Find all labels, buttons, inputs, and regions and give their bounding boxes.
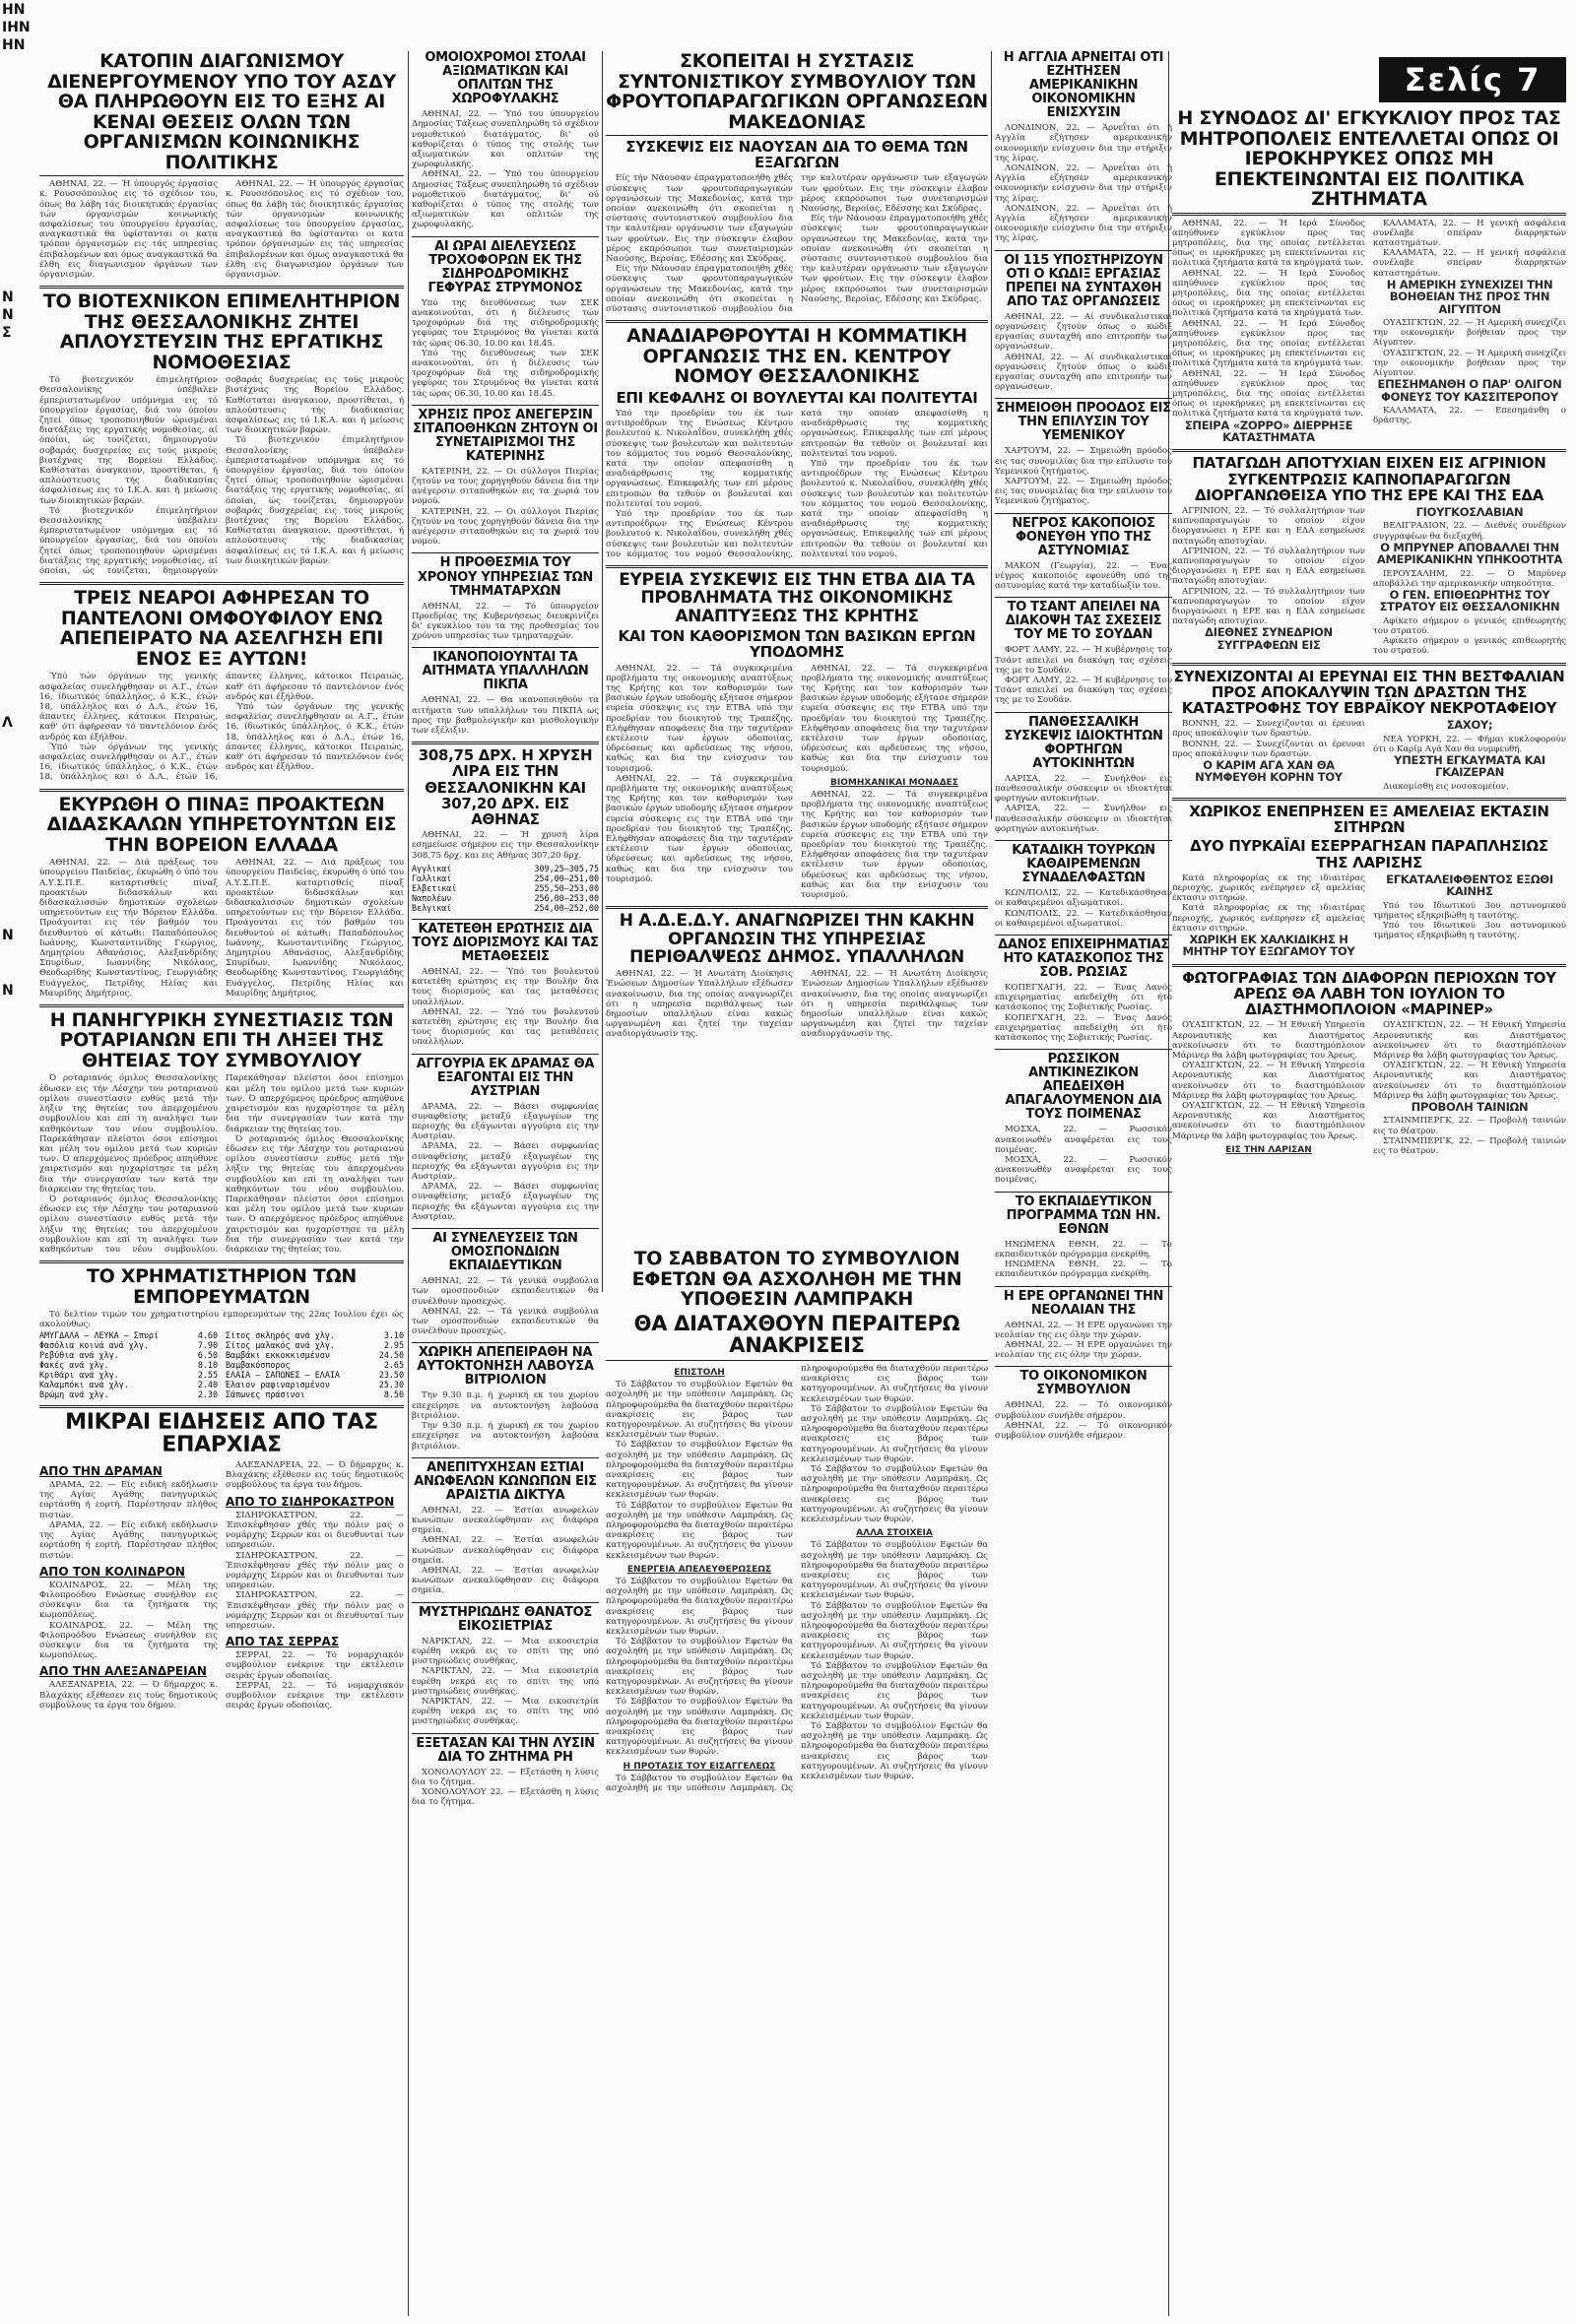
- article: [39, 795, 404, 999]
- article-body: ΑΘΗΝΑΙ, 22. — Τά γενικά συμβούλια των ομοσπονδιών εκπαιδευτικών θα συνέλθουν προσεχώς. ΑΘΗΝΑΙ, 22. — Τά γενικά συμβούλια των ομοσπονδιών εκπαιδευτικών θα συνέλθουν προσεχώς.: [412, 1276, 599, 1337]
- headline: Η ΣΥΝΟΔΟΣ ΔΙ' ΕΓΚΥΚΛΙΟΥ ΠΡΟΣ ΤΑΣ ΜΗΤΡΟΠΟΛΕΙΣ ΕΝΤΕΛΛΕΤΑΙ ΟΠΩΣ ΟΙ ΙΕΡΟΚΗΡΥΚΕΣ ΟΠΩΣ ΜΗ ΕΠΕΚΤΕΙΝΩΝΤΑΙ ΕΙΣ ΠΟΛΙΤΙΚΑ ΖΗΤΗΜΑΤΑ: [1177, 108, 1561, 211]
- article: [606, 1249, 988, 1793]
- section-tag: ΑΠΟ ΤΑΣ ΣΕΡΡΑΣ: [226, 1635, 340, 1649]
- headline: ΣΚΟΠΕΙΤΑΙ Η ΣΥΣΤΑΣΙΣ ΣΥΝΤΟΝΙΣΤΙΚΟΥ ΣΥΜΒΟΥΛΙΟΥ ΤΩΝ ΦΡΟΥΤΟΠΑΡΑΓΩΓΙΚΩΝ ΟΡΓΑΝΩΣΕΩΝ ΜΑΚΕΔΟΝΙΑΣ: [606, 51, 988, 133]
- headline: ΧΩΡΙΚΟΣ ΕΝΕΠΡΗΣΕΝ ΕΞ ΑΜΕΛΕΙΑΣ ΕΚΤΑΣΙΝ ΣΙΤΗΡΩΝ: [1189, 803, 1549, 837]
- headline: ΑΙ ΣΥΝΕΛΕΥΣΕΙΣ ΤΩΝ ΟΜΟΣΠΟΝΔΙΩΝ ΕΚΠΑΙΔΕΥΤΙΚΩΝ: [432, 1231, 578, 1274]
- article: [39, 1411, 404, 1711]
- article: [39, 291, 404, 576]
- headline: ΑΓΓΟΥΡΙΑ ΕΚ ΔΡΑΜΑΣ ΘΑ ΕΞΑΓΟΝΤΑΙ ΕΙΣ ΤΗΝ ΑΥΣΤΡΙΑΝ: [416, 1056, 595, 1099]
- section-tag: ΕΙΣ ΤΗΝ ΛΑΡΙΣΑΝ: [1225, 1144, 1312, 1155]
- article-body: ΑΓΡΙΝΙΟΝ, 22. — Τό συλλαλητήριον των καπνοπαραγωγών το οποίον είχον διοργανώσει η ΕΡΕ και η ΕΔΑ εσημείωσε παταγώδη αποτυχίαν. ΑΓΡΙΝΙΟΝ, 22. — Τό συλλαλητήριον των καπνοπαραγωγών το οποίον είχον διοργανώσει η ΕΡΕ και η ΕΔΑ εσημείωσε παταγώδη αποτυχίαν. ΑΓΡΙΝΙΟΝ, 22. — Τό συλλαλητήριον των καπνοπαραγωγών το οποίον είχον διοργανώσει η ΕΡΕ και η ΕΔΑ εσημείωσε παταγώδη αποτυχίαν. ΔΙΕΘΝΕΣ ΣΥΝΕΔΡΙΟΝ ΣΥΓΓΡΑΦΕΩΝ ΕΙΣ ΓΙΟΥΓΚΟΣΛΑΒΙΑΝ ΒΕΛΙΓΡΑΔΙΟΝ, 22. — Διεθνές συνέδριον συγγραφέων θα διεξαχθή. Ο ΜΠΡΥΝΕΡ ΑΠΟΒΑΛΛΕΙ ΤΗΝ ΑΜΕΡΙΚΑΝΙΚΗΝ ΥΠΗΚΟΟΤΗΤΑ ΙΕΡΟΥΣΑΛΗΜ, 22. — Ό Μπρύνερ αποβάλλει την αμερικανικήν υπηκοότητα. Ο ΓΕΝ. ΕΠΙΘΕΩΡΗΤΗΣ ΤΟΥ ΣΤΡΑΤΟΥ ΕΙΣ ΘΕΣΣΑΛΟΝΙΚΗΝ Αφίκετο σήμερον ο γενικός επιθεωρητής του στρατού. Αφίκετο σήμερον ο γενικός επιθεωρητής του στρατού.: [1172, 505, 1566, 657]
- divider: [1172, 449, 1566, 452]
- article: [995, 1053, 1172, 1185]
- article-body: ΑΛΕΞΑΝΔΡΕΙΑ, 22. — Ό δήμαρχος κ. Βλαχάκης εξέθεσεν εις τούς δημοτικούς συμβούλους τα έργα του δήμου. ΑΛΕΞΑΝΔΡΕΙΑ, 22. — Ό δήμαρχος κ. Βλαχάκης εξέθεσεν εις τούς δημοτικούς συμβούλους τα έργα του δήμου.: [39, 1460, 404, 1711]
- section-tag: ΑΠΟ ΤΗΝ ΔΡΑΜΑΝ: [39, 1464, 163, 1479]
- article: [412, 651, 599, 736]
- article: [606, 571, 988, 900]
- article-body: ΝΑΡΙΚΤΑΝ, 22. — Μια εικοσιετρία ευρέθη νεκρά εις το σπίτι της υπό μυστηριώδεις συνθήκας. ΝΑΡΙΚΤΑΝ, 22. — Μια εικοσιετρία ευρέθη νεκρά εις το σπίτι της υπό μυστηριώδεις συνθήκας. ΝΑΡΙΚΤΑΝ, 22. — Μια εικοσιετρία ευρέθη νεκρά εις το σπίτι της υπό μυστηριώδεις συνθήκας.: [412, 1636, 599, 1727]
- article-body: ΗΝΩΜΕΝΑ ΕΘΝΗ, 22. — Το εκπαιδευτικόν πρόγραμμα ενεκρίθη. ΗΝΩΜΕΝΑ ΕΘΝΗ, 22. — Το εκπαιδευτικόν πρόγραμμα ενεκρίθη.: [995, 1239, 1172, 1280]
- headline: ΔΑΝΟΣ ΕΠΙΧΕΙΡΗΜΑΤΙΑΣ ΗΤΟ ΚΑΤΑΣΚΟΠΟΣ ΤΗΣ ΣΟΒ. ΡΩΣΙΑΣ: [998, 936, 1169, 980]
- headline: 308,75 ΔΡΧ. Η ΧΡΥΣΗ ΛΙΡΑ ΕΙΣ ΤΗΝ ΘΕΣΣΑΛΟΝΙΚΗΝ ΚΑΙ 307,20 ΔΡΧ. ΕΙΣ ΑΘΗΝΑΣ: [418, 746, 593, 829]
- headline: ΝΕΓΡΟΣ ΚΑΚΟΠΟΙΟΣ ΦΟΝΕΥΘΗ ΥΠΟ ΤΗΣ ΑΣΤΥΝΟΜΙΑΣ: [1012, 515, 1155, 558]
- divider: [606, 565, 988, 568]
- article: [412, 51, 599, 230]
- divider: [1172, 964, 1566, 967]
- price-row: ΕΛΑΙΑ — ΣΑΠΩΝΕΣ — ΕΛΑΙΑ 23.50: [226, 1369, 404, 1380]
- column-fourth: [995, 51, 1172, 2316]
- price-row: Ρεβύθια ανά χλγ. 6.50: [39, 1349, 218, 1360]
- section-tag: ΕΠΙΣΤΟΛΗ: [674, 1367, 725, 1378]
- column-rule: [408, 51, 409, 2316]
- price-row: Φασόλια κοινά ανά χλγ. 7.90: [39, 1339, 218, 1350]
- article-body: ΑΘΗΝΑΙ, 22. — Τό οικονομικόν συμβούλιον συνήλθε σήμερον. ΑΘΗΝΑΙ, 22. — Τό οικονομικόν συμβούλιον συνήλθε σήμερον.: [995, 1400, 1172, 1442]
- gutter-letter: Λ: [2, 715, 13, 731]
- article: [412, 1737, 599, 1808]
- headline: ΣΗΜΕΙΟΘΗ ΠΡΟΟΔΟΣ ΕΙΣ ΤΗΝ ΕΠΙΛΥΣΙΝ ΤΟΥ ΥΕΜΕΝΙΚΟΥ: [996, 401, 1171, 444]
- divider: [412, 1054, 599, 1055]
- divider: [1172, 213, 1566, 216]
- divider: [995, 712, 1172, 713]
- headline: ΧΡΗΣΙΣ ΠΡΟΣ ΑΝΕΓΕΡΣΙΝ ΣΙΤΑΠΟΘΗΚΩΝ ΖΗΤΟΥΝ ΟΙ ΣΥΝΕΤΑΙΡΙΣΜΟΙ ΤΗΣ ΚΑΤΕΡΙΝΗΣ: [413, 407, 598, 464]
- gold-price-table: [412, 864, 599, 913]
- article-body: ΑΘΗΝΑΙ, 22. — Αί συνδικαλιστικαί οργανώσεις ζητούν όπως ο κώδιξ εργασίας συνταχθή απο επιτροπήν των οργανώσεων. ΑΘΗΝΑΙ, 22. — Αί συνδικαλιστικαί οργανώσεις ζητούν όπως ο κώδιξ εργασίας συνταχθή απο επιτροπήν των οργανώσεων.: [995, 311, 1172, 393]
- column-center: [606, 51, 988, 1243]
- headline: ΦΩΤΟΓΡΑΦΙΑΣ ΤΩΝ ΔΙΑΦΟΡΩΝ ΠΕΡΙΟΧΩΝ ΤΟΥ ΑΡΕΩΣ ΘΑ ΛΑΒΗ ΤΟΝ ΙΟΥΛΙΟΝ ΤΟ ΔΙΑΣΤΗΜΟΠΛΟΙΟΝ «ΜΑΡΙΝΕΡ»: [1182, 968, 1556, 1019]
- section-tag: ΑΛΛΑ ΣΤΟΙΧΕΙΑ: [856, 1528, 933, 1539]
- divider: [995, 398, 1172, 399]
- divider: [412, 1457, 599, 1458]
- divider: [412, 405, 599, 406]
- headline: ΤΟ ΣΑΒΒΑΤΟΝ ΤΟ ΣΥΜΒΟΥΛΙΟΝ ΕΦΕΤΩΝ ΘΑ ΑΣΧΟΛΗΘΗ ΜΕ ΤΗΝ ΥΠΟΘΕΣΙΝ ΛΑΜΠΡΑΚΗ: [631, 1249, 962, 1311]
- commodity-price-list: [39, 1330, 404, 1399]
- article-body: ΒΟΝΝΗ, 22. — Συνεχίζονται αι έρευναι προς αποκάλυψιν των δραστών. ΒΟΝΝΗ, 22. — Συνεχίζονται αι έρευναι προς αποκάλυψιν των δραστών. Ο ΚΑΡΙΜ ΑΓΑ ΧΑΝ ΘΑ ΝΥΜΦΕΥΘΗ ΚΟΡΗΝ ΤΟΥ ΣΑΧΟΥ; ΝΕΑ ΥΟΡΚΗ, 22. — Φήμαι κυκλοφορούν ότι ο Καρίμ Αγά Χαν θα νυμφευθή. ΥΠΕΣΤΗ ΕΓΚΑΥΜΑΤΑ ΚΑΙ ΓΚΑΙΖΕΡΑΝ Διακομίσθη εις νοσοκομείον.: [1172, 718, 1566, 792]
- divider: [412, 742, 599, 744]
- headline: ΜΥΣΤΗΡΙΩΔΗΣ ΘΑΝΑΤΟΣ ΕΙΚΟΣΙΕΤΡΙΑΣ: [419, 1604, 592, 1634]
- divider: [412, 1228, 599, 1229]
- article: [995, 716, 1172, 834]
- left-gutter: [0, 0, 37, 2324]
- gutter-letter: ΙΗΝ: [2, 20, 31, 35]
- article-body: Υπό της διευθύνσεως των ΣΕΚ ανακοινούται, ότι ή διέλευσις τών τροχοφόρων διά της σιδηροδρομικής γεφύρας του Στρυμόνος θα γίνεται κατά τάς ώρας 06.30, 10.00 και 18.45. Υπό της διευθύνσεως των ΣΕΚ ανακοινούται, ότι ή διέλευσις τών τροχοφόρων διά της σιδηροδρομικής γεφύρας του Στρυμόνος θα γίνεται κατά τάς ώρας 06.30, 10.00 και 18.45.: [412, 297, 599, 399]
- article-body: ΚΩΝ/ΠΟΛΙΣ, 22. — Κατεδικάσθησαν οι καθαιρεμένοι αξιωματικοί. ΚΩΝ/ΠΟΛΙΣ, 22. — Κατεδικάσθησαν οι καθαιρεμένοι αξιωματικοί.: [995, 888, 1172, 929]
- article: [412, 409, 599, 548]
- headline: ΣΠΕΙΡΑ «ΖΟΡΡΟ» ΔΙΕΡΡΗΞΕ ΚΑΤΑΣΤΗΜΑΤΑ: [1184, 418, 1353, 445]
- article: [995, 51, 1172, 244]
- headline: Η ΠΡΟΘΕΣΜΙΑ ΤΟΥ ΧΡΟΝΟΥ ΥΠΗΡΕΣΙΑΣ ΤΩΝ ΤΜΗΜΑΤΑΡΧΩΝ: [417, 555, 594, 599]
- price-row: Καλαμπόκι ανά χλγ. 2.40: [39, 1379, 218, 1389]
- article-body: ΚΟΛΙΝΔΡΟΣ, 22. — Μέλη της Φιλοπροόδου Ενώσεως συνήλθον εις σύσκεψιν δια τα ζητήματα της κωμοπόλεως. ΚΟΛΙΝΔΡΟΣ, 22. — Μέλη της Φιλοπροόδου Ενώσεως συνήλθον εις σύσκεψιν δια τα ζητήματα της κωμοπόλεως.: [39, 1580, 218, 1661]
- divider: [606, 1360, 988, 1361]
- article-body: ΑΘΗΝΑΙ, 22. — Ή ΕΡΕ οργανώνει την νεολαίαν της εις όλην την χώραν. ΑΘΗΝΑΙ, 22. — Ή ΕΡΕ οργανώνει την νεολαίαν της εις όλην την χώραν.: [995, 1320, 1172, 1361]
- article: [412, 1232, 599, 1336]
- divider: [412, 236, 599, 237]
- headline: ΣΥΝΕΧΙΖΟΝΤΑΙ ΑΙ ΕΡΕΥΝΑΙ ΕΙΣ ΤΗΝ ΒΕΣΤΦΑΛΙΑΝ ΠΡΟΣ ΑΠΟΚΑΛΥΨΙΝ ΤΩΝ ΔΡΑΣΤΩΝ ΤΗΣ ΚΑΤΑΣΤΡΟΦΗΣ ΤΟΥ ΕΒΡΑΪΚΟΥ ΝΕΚΡΟΤΑΦΕΙΟΥ: [1173, 667, 1565, 718]
- price-row: Γαλλικαί 254,00—251,00: [412, 872, 599, 883]
- section-tag: ΑΠΟ ΤΟΝ ΚΟΛΙΝΔΡΟΝ: [39, 1564, 185, 1579]
- article-body: ΕΠΙΣΤΟΛΗ Τό Σάββατον το συμβούλιον Εφετών θα ασχοληθή με την υπόθεσιν Λαμπράκη. Ως πληροφορούμεθα θα διαταχθούν περαιτέρω ανακρίσεις εις βάρος των κατηγορουμένων. Αι συζητήσεις θα γίνουν κεκλεισμένων των θυρών. Τό Σάββατον το συμβούλιον Εφετών θα ασχοληθή με την υπόθεσιν Λαμπράκη. Ως πληροφορούμεθα θα διαταχθούν περαιτέρω ανακρίσεις εις βάρος των κατηγορουμένων. Αι συζητήσεις θα γίνουν κεκλεισμένων των θυρών. Τό Σάββατον το συμβούλιον Εφετών θα ασχοληθή με την υπόθεσιν Λαμπράκη. Ως πληροφορούμεθα θα διαταχθούν περαιτέρω ανακρίσεις εις βάρος των κατηγορουμένων. Αι συζητήσεις θα γίνουν κεκλεισμένων των θυρών. ΕΝΕΡΓΕΙΑ ΑΠΕΛΕΥΘΕΡΩΣΕΩΣ Τό Σάββατον το συμβούλιον Εφετών θα ασχοληθή με την υπόθεσιν Λαμπράκη. Ως πληροφορούμεθα θα διαταχθούν περαιτέρω ανακρίσεις εις βάρος των κατηγορουμένων. Αι συζητήσεις θα γίνουν κεκλεισμένων των θυρών. Τό Σάββατον το συμβούλιον Εφετών θα ασχοληθή με την υπόθεσιν Λαμπράκη. Ως πληροφορούμεθα θα διαταχθούν περαιτέρω ανακρίσεις εις βάρος των κατηγορουμένων. Αι συζητήσεις θα γίνουν κεκλεισμένων των θυρών. Τό Σάββατον το συμβούλιον Εφετών θα ασχοληθή με την υπόθεσιν Λαμπράκη. Ως πληροφορούμεθα θα διαταχθούν περαιτέρω ανακρίσεις εις βάρος των κατηγορουμένων. Αι συζητήσεις θα γίνουν κεκλεισμένων των θυρών. Η ΠΡΟΤΑΣΙΣ ΤΟΥ ΕΙΣΑΓΓΕΛΕΩΣ Τό Σάββατον το συμβούλιον Εφετών θα ασχοληθή με την υπόθεσιν Λαμπράκη. Ως πληροφορούμεθα θα διαταχθούν περαιτέρω ανακρίσεις εις βάρος των κατηγορουμένων. Αι συζητήσεις θα γίνουν κεκλεισμένων των θυρών. Τό Σάββατον το συμβούλιον Εφετών θα ασχοληθή με την υπόθεσιν Λαμπράκη. Ως πληροφορούμεθα θα διαταχθούν περαιτέρω ανακρίσεις εις βάρος των κατηγορουμένων. Αι συζητήσεις θα γίνουν κεκλεισμένων των θυρών. Τό Σάββατον το συμβούλιον Εφετών θα ασχοληθή με την υπόθεσιν Λαμπράκη. Ως πληροφορούμεθα θα διαταχθούν περαιτέρω ανακρίσεις εις βάρος των κατηγορουμένων. Αι συζητήσεις θα γίνουν κεκλεισμένων των θυρών. ΑΛΛΑ ΣΤΟΙΧΕΙΑ Τό Σάββατον το συμβούλιον Εφετών θα ασχοληθή με την υπόθεσιν Λαμπράκη. Ως πληροφορούμεθα θα διαταχθούν περαιτέρω ανακρίσεις εις βάρος των κατηγορουμένων. Αι συζητήσεις θα γίνουν κεκλεισμένων των θυρών. Τό Σάββατον το συμβούλιον Εφετών θα ασχοληθή με την υπόθεσιν Λαμπράκη. Ως πληροφορούμεθα θα διαταχθούν περαιτέρω ανακρίσεις εις βάρος των κατηγορουμένων. Αι συζητήσεις θα γίνουν κεκλεισμένων των θυρών. Τό Σάββατον το συμβούλιον Εφετών θα ασχοληθή με την υπόθεσιν Λαμπράκη. Ως πληροφορούμεθα θα διαταχθούν περαιτέρω ανακρίσεις εις βάρος των κατηγορουμένων. Αι συζητήσεις θα γίνουν κεκλεισμένων των θυρών. Τό Σάββατον το συμβούλιον Εφετών θα ασχοληθή με την υπόθεσιν Λαμπράκη. Ως πληροφορούμεθα θα διαταχθούν περαιτέρω ανακρίσεις εις βάρος των κατηγορουμένων. Αι συζητήσεις θα γίνουν κεκλεισμένων των θυρών.: [606, 1363, 988, 1794]
- divider: [39, 1405, 404, 1408]
- article-body: ΧΑΡΤΟΥΜ, 22. — Σημειώθη πρόοδος εις τας συνομιλίας δια την επίλυσιν του Υεμενικού ζητήματος. ΧΑΡΤΟΥΜ, 22. — Σημειώθη πρόοδος εις τας συνομιλίας δια την επίλυσιν του Υεμενικού ζητήματος.: [995, 446, 1172, 507]
- article: [412, 1058, 599, 1223]
- headline: ΧΩΡΙΚΗ ΕΚ ΧΑΛΚΙΔΙΚΗΣ Η ΜΗΤΗΡ ΤΟΥ ΕΞΩΓΑΜΟΥ ΤΟΥ ΕΓΚΑΤΑΛΕΙΦΘΕΝΤΟΣ ΕΞΩΘΙ ΚΑΙΝΗΣ: [1182, 872, 1553, 959]
- price-row: Ελβετικαί 255,50—253,00: [412, 882, 599, 893]
- article-body: ΑΘΗΝΑΙ, 22. — Τό ύπουργείον Προεδρίας της Κυβερνήσεως διευκρινίζει δι' εγκυκλίου του τα της προθεσμίας του χρόνου υπηρεσίας των τμηματαρχών.: [412, 601, 599, 642]
- article: [412, 1606, 599, 1727]
- column-center-lower: [606, 1249, 988, 2317]
- price-row: Βαμβακόσπορος 2.65: [226, 1359, 404, 1370]
- article-body: ΚΟΠΕΓΧΑΓΗ, 22. — Ένας Δανός επιχειρηματίας απεδείχθη ότι ήτο κατάσκοπος της Σοβιετικής Ρωσίας. ΚΟΠΕΓΧΑΓΗ, 22. — Ένας Δανός επιχειρηματίας απεδείχθη ότι ήτο κατάσκοπος της Σοβιετικής Ρωσίας.: [995, 983, 1172, 1044]
- article-body: ΑΘΗΝΑΙ, 22. — Τά συγκεκριμένα προβλήματα της οικονομικής αναπτύξεως της Κρήτης και τον καθορισμόν των βασικών έργων υποδομής εξήτασε σήμερον ευρεία σύσκεψις εις την ΕΤΒΑ υπό την προεδρίαν του διοικητού της Τραπέζης. Ελήφθησαν αποφάσεις δια την ταχυτέραν εκτέλεσιν των έργων οδοποιίας, ύδρεύσεως και αρδεύσεως της νήσου, καθώς και δια την ενίσχυσιν του τουρισμού. ΑΘΗΝΑΙ, 22. — Τά συγκεκριμένα προβλήματα της οικονομικής αναπτύξεως της Κρήτης και τον καθορισμόν των βασικών έργων υποδομής εξήτασε σήμερον ευρεία σύσκεψις εις την ΕΤΒΑ υπό την προεδρίαν του διοικητού της Τραπέζης. Ελήφθησαν αποφάσεις δια την ταχυτέραν εκτέλεσιν των έργων οδοποιίας, ύδρεύσεως και αρδεύσεως της νήσου, καθώς και δια την ενίσχυσιν του τουρισμού. ΑΘΗΝΑΙ, 22. — Τά συγκεκριμένα προβλήματα της οικονομικής αναπτύξεως της Κρήτης και τον καθορισμόν των βασικών έργων υποδομής εξήτασε σήμερον ευρεία σύσκεψις εις την ΕΤΒΑ υπό την προεδρίαν του διοικητού της Τραπέζης. Ελήφθησαν αποφάσεις δια την ταχυτέραν εκτέλεσιν των έργων οδοποιίας, ύδρεύσεως και αρδεύσεως της νήσου, καθώς και δια την ενίσχυσιν του τουρισμού. ΒΙΟΜΗΧΑΝΙΚΑΙ ΜΟΝΑΔΕΣ ΑΘΗΝΑΙ, 22. — Τά συγκεκριμένα προβλήματα της οικονομικής αναπτύξεως της Κρήτης και τον καθορισμόν των βασικών έργων υποδομής εξήτασε σήμερον ευρεία σύσκεψις εις την ΕΤΒΑ υπό την προεδρίαν του διοικητού της Τραπέζης. Ελήφθησαν αποφάσεις δια την ταχυτέραν εκτέλεσιν των έργων οδοποιίας, ύδρεύσεως και αρδεύσεως της νήσου, καθώς και δια την ενίσχυσιν του τουρισμού.: [606, 663, 988, 900]
- subheadline: ΔΥΟ ΠΥΡΚΑΪΑΙ ΕΣΕΡΡΑΓΗΣΑΝ ΠΑΡΑΠΛΗΣΙΩΣ ΤΗΣ ΛΑΡΙΣΗΣ: [1190, 837, 1548, 872]
- headline: ΚΑΤΑΔΙΚΗ ΤΟΥΡΚΩΝ ΚΑΘΑΙΡΕΜΕΝΩΝ ΣΥΝΑΔΕΛΦΑΣΤΩΝ: [1012, 843, 1155, 886]
- article: [412, 556, 599, 641]
- article-body: ΑΘΗΝΑΙ, 22. — Ύπό του βουλευτού κατετέθη ερώτησις εις την Βουλήν δια τους διορισμούς και τας μεταθέσεις υπαλλήλων. ΑΘΗΝΑΙ, 22. — Ύπό του βουλευτού κατετέθη ερώτησις εις την Βουλήν δια τους διορισμούς και τας μεταθέσεις υπαλλήλων.: [412, 966, 599, 1048]
- divider: [39, 582, 404, 585]
- price-row: Σίτος σκληρός ανά χλγ. 3.10: [226, 1329, 404, 1340]
- article-body: ΣΙΔΗΡΟΚΑΣΤΡΟΝ, 22. — Έπισκέφθησαν χθές τήν πόλιν μας ο νομάρχης Σερρών και οι διευθυνταί των υπηρεσιών. ΣΙΔΗΡΟΚΑΣΤΡΟΝ, 22. — Έπισκέφθησαν χθές τήν πόλιν μας ο νομάρχης Σερρών και οι διευθυνταί των υπηρεσιών. ΣΙΔΗΡΟΚΑΣΤΡΟΝ, 22. — Έπισκέφθησαν χθές τήν πόλιν μας ο νομάρχης Σερρών και οι διευθυνταί των υπηρεσιών.: [226, 1510, 404, 1631]
- article: [1172, 804, 1566, 958]
- divider: [995, 513, 1172, 514]
- article: [39, 588, 404, 782]
- article-body: Ύπό τών όργάνων της γενικής ασφαλείας συνελήφθησαν οι Α.Γ., έτών 16, ίδιωτικός ύπάλληλος, ό Κ.Κ., έτών 18, ύπάλληλος και ό Δ.Λ., έτών 16, άπαντες έλληνες, κάτοικοι Πειραιώς, καθ' ότι άφήρεσαν τό παντελόνιον ένός ανδρός και έξήλθον. Ύπό τών όργάνων της γενικής ασφαλείας συνελήφθησαν οι Α.Γ., έτών 16, ίδιωτικός ύπάλληλος, ό Κ.Κ., έτών 18, ύπάλληλος και ό Δ.Λ., έτών 16, άπαντες έλληνες, κάτοικοι Πειραιώς, καθ' ότι άφήρεσαν τό παντελόνιον ένός ανδρός και έξήλθον. Ύπό τών όργάνων της γενικής ασφαλείας συνελήφθησαν οι Α.Γ., έτών 16, ίδιωτικός ύπάλληλος, ό Κ.Κ., έτών 18, ύπάλληλος και ό Δ.Λ., έτών 16, άπαντες έλληνες, κάτοικοι Πειραιώς, καθ' ότι άφήρεσαν τό παντελόνιον ένός ανδρός και έξήλθον.: [39, 672, 404, 783]
- article-body: ΦΟΡΤ ΛΑΜΥ, 22. — Ή κυβέρνησις του Τσάντ απειλεί να διακόψη τας σχέσεις της με το Σουδάν. ΦΟΡΤ ΛΑΜΥ, 22. — Ή κυβέρνησις του Τσάντ απειλεί να διακόψη τας σχέσεις της με το Σουδάν.: [995, 645, 1172, 706]
- price-row: Βρώμη ανά χλγ. 2.30: [39, 1388, 218, 1399]
- headline: ΤΟ ΕΚΠΑΙΔΕΥΤΙΚΟΝ ΠΡΟΓΡΑΜΜΑ ΤΩΝ ΗΝ. ΕΘΝΩΝ: [1006, 1194, 1161, 1237]
- headline: ΕΚΥΡΩΘΗ Ο ΠΙΝΑΞ ΠΡΟΑΚΤΕΩΝ ΔΙΔΑΣΚΑΛΩΝ ΥΠΗΡΕΤΟΥΝΤΩΝ ΕΙΣ ΤΗΝ ΒΟΡΕΙΟΝ ΕΛΛΑΔΑ: [46, 793, 397, 856]
- gutter-letter: Σ: [2, 325, 12, 341]
- headline: ΤΟ ΧΡΗΜΑΤΙΣΤΗΡΙΟΝ ΤΩΝ ΕΜΠΟΡΕΥΜΑΤΩΝ: [86, 1265, 358, 1308]
- divider: [39, 1004, 404, 1007]
- article: [412, 240, 599, 399]
- article: [995, 844, 1172, 929]
- divider: [995, 840, 1172, 841]
- headline: ΚΑΤΟΠΙΝ ΔΙΑΓΩΝΙΣΜΟΥ ΔΙΕΝΕΡΓΟΥΜΕΝΟΥ ΥΠΟ ΤΟΥ ΑΣΔΥ ΘΑ ΠΛΗΡΩΘΟΥΝ ΕΙΣ ΤΟ ΕΞΗΣ ΑΙ ΚΕΝΑΙ ΘΕΣΕΙΣ ΟΛΩΝ ΤΩΝ ΟΡΓΑΝΙΣΜΩΝ ΚΟΙΝΩΝΙΚΗΣ ΠΟΛΙΤΙΚΗΣ: [47, 51, 396, 173]
- article: [995, 1370, 1172, 1441]
- article-body: ΑΘΗΝΑΙ, 22. — Θα ικανοποιηθούν τα αιτήματα των υπαλλήλων του ΠΙΚΠΑ ως προς την βαθμολογικήν και μισθολογικήν των εξέλιξιν.: [412, 695, 599, 737]
- headline: ΤΟ ΟΙΚΟΝΟΜΙΚΟΝ ΣΥΜΒΟΥΛΙΟΝ: [1019, 1369, 1148, 1398]
- headline: Ο ΜΠΡΥΝΕΡ ΑΠΟΒΑΛΛΕΙ ΤΗΝ ΑΜΕΡΙΚΑΝΙΚΗΝ ΥΠΗΚΟΟΤΗΤΑ: [1376, 540, 1563, 567]
- article-body: ΜΟΣΧΑ, 22. — Ρωσσικόν ανακοινωθέν αναφέρεται εις τους ποιμένας. ΜΟΣΧΑ, 22. — Ρωσσικόν ανακοινωθέν αναφέρεται εις τους ποιμένας.: [995, 1125, 1172, 1186]
- column-right: [1172, 108, 1566, 2314]
- article: [412, 1346, 599, 1451]
- headline: ΑΝΑΔΙΑΡΘΡΟΥΤΑΙ Η ΚΟΜΜΑΤΙΚΗ ΟΡΓΑΝΩΣΙΣ ΤΗΣ ΕΝ. ΚΕΝΤΡΟΥ ΝΟΜΟΥ ΘΕΣΣΑΛΟΝΙΚΗΣ: [626, 325, 967, 388]
- price-row: Ναπολέων 256,00—253,00: [412, 892, 599, 903]
- article-body: ΟΥΑΣΙΓΚΤΩΝ, 22. — Ή Εθνική Υπηρεσία Αεροναυτικής και Διαστήματος ανεκοίνωσεν ότι το διαστημόπλοιον Μάρινερ θα λάβη φωτογραφίας του Άρεως. ΟΥΑΣΙΓΚΤΩΝ, 22. — Ή Εθνική Υπηρεσία Αεροναυτικής και Διαστήματος ανεκοίνωσεν ότι το διαστημόπλοιον Μάρινερ θα λάβη φωτογραφίας του Άρεως. ΟΥΑΣΙΓΚΤΩΝ, 22. — Ή Εθνική Υπηρεσία Αεροναυτικής και Διαστήματος ανεκοίνωσεν ότι το διαστημόπλοιον Μάρινερ θα λάβη φωτογραφίας του Άρεως. ΕΙΣ ΤΗΝ ΛΑΡΙΣΑΝ ΟΥΑΣΙΓΚΤΩΝ, 22. — Ή Εθνική Υπηρεσία Αεροναυτικής και Διαστήματος ανεκοίνωσεν ότι το διαστημόπλοιον Μάρινερ θα λάβη φωτογραφίας του Άρεως. ΟΥΑΣΙΓΚΤΩΝ, 22. — Ή Εθνική Υπηρεσία Αεροναυτικής και Διαστήματος ανεκοίνωσεν ότι το διαστημόπλοιον Μάρινερ θα λάβη φωτογραφίας του Άρεως. ΠΡΟΒΟΛΗ ΤΑΙΝΙΩΝ ΣΤΑΙΝΜΠΕΡΓΚ, 22. — Προβολή ταινιών εις το θέατρον. ΣΤΑΙΝΜΠΕΡΓΚ, 22. — Προβολή ταινιών εις το θέατρον.: [1172, 1020, 1566, 1157]
- article: [412, 747, 599, 913]
- headline: ΡΩΣΣΙΚΟΝ ΑΝΤΙΚΙΝΕΖΙΚΟΝ ΑΠΕΔΕΙΧΘΗ ΑΠΑΓΑΛΟΥΜΕΝΟΝ ΔΙΑ ΤΟΥΣ ΠΟΙΜΕΝΑΣ: [1005, 1052, 1162, 1123]
- headline: ΤΟ ΤΣΑΝΤ ΑΠΕΙΛΕΙ ΝΑ ΔΙΑΚΟΨΗ ΤΑΣ ΣΧΕΣΕΙΣ ΤΟΥ ΜΕ ΤΟ ΣΟΥΔΑΝ: [1005, 600, 1162, 643]
- price-row: Κριθάρι ανά χλγ. 2.55: [39, 1369, 218, 1380]
- article: [412, 1461, 599, 1596]
- article-body: Τό δελτίον τιμών του χρηματιστηρίου εμπορευμάτων της 22ας Ιουλίου έχει ώς ακολούθως:: [39, 1310, 404, 1330]
- divider: [606, 906, 988, 909]
- article: [412, 923, 599, 1048]
- price-row: Αγγλικαί 309,25—305,75: [412, 863, 599, 873]
- section-tag: ΒΙΟΜΗΧΑΝΙΚΑΙ ΜΟΝΑΔΕΣ: [830, 777, 958, 788]
- divider: [412, 552, 599, 553]
- headline: ΧΩΡΙΚΗ ΑΠΕΠΕΙΡΑΘΗ ΝΑ ΑΥΤΟΚΤΟΝΗΣΗ ΛΑΒΟΥΣΑ ΒΙΤΡΙΟΛΙΟΝ: [417, 1345, 594, 1388]
- divider: [412, 1733, 599, 1734]
- article: [606, 51, 988, 314]
- article-body: Την 9.30 π.μ. ή χωρική εκ του χωρίου επεχείρησε να αυτοκτονήση λαβούσα βιτριόλιον. Την 9.30 π.μ. ή χωρική εκ του χωρίου επεχείρησε να αυτοκτονήση λαβούσα βιτριόλιον.: [412, 1390, 599, 1452]
- article: [39, 51, 404, 280]
- gutter-letter: ΗΝ: [2, 37, 26, 53]
- divider: [39, 789, 404, 792]
- divider: [1172, 798, 1566, 801]
- article-body: ΑΘΗΝΑΙ, 22. — Έστίαι ανωφελών κωνώπων ανεκαλύφθησαν εις διάφορα σημεία. ΑΘΗΝΑΙ, 22. — Έστίαι ανωφελών κωνώπων ανεκαλύφθησαν εις διάφορα σημεία. ΑΘΗΝΑΙ, 22. — Έστίαι ανωφελών κωνώπων ανεκαλύφθησαν εις διάφορα σημεία.: [412, 1505, 599, 1596]
- article-body: ΑΘΗΝΑΙ, 22. — Ύπό του ύπουργείου Δημοσίας Τάξεως συνεπληρώθη τό σχέδιον νομοθετικού διατάγματος, δι' ού καθορίζεται ό τύπος της στολής των αξιωματικών και οπλιτών της χωροφυλακής. ΑΘΗΝΑΙ, 22. — Ύπό του ύπουργείου Δημοσίας Τάξεως συνεπληρώθη τό σχέδιον νομοθετικού διατάγματος, δι' ού καθορίζεται ό τύπος της στολής των αξιωματικών και οπλιτών της χωροφυλακής.: [412, 109, 599, 230]
- divider: [412, 647, 599, 648]
- article-body: Είς τήν Νάουσαν έπραγματοποιήθη χθές σύσκεψις των φρουτοπαραγωγικών οργανώσεων της Μακεδονίας, κατά την οποίαν ανεκοινώθη ότι σκοπείται η σύστασις συντονιστικού συμβουλίου δια την καλυτέραν οργάνωσιν των εξαγωγών των φρούτων. Εις την σύσκεψιν έλαβον μέρος εκπρόσωποι των συνεταιρισμών Ναούσης, Βεροίας, Εδέσσης και Σκύδρας. Είς τήν Νάουσαν έπραγματοποιήθη χθές σύσκεψις των φρουτοπαραγωγικών οργανώσεων της Μακεδονίας, κατά την οποίαν ανεκοινώθη ότι σκοπείται η σύστασις συντονιστικού συμβουλίου δια την καλυτέραν οργάνωσιν των εξαγωγών των φρούτων. Εις την σύσκεψιν έλαβον μέρος εκπρόσωποι των συνεταιρισμών Ναούσης, Βεροίας, Εδέσσης και Σκύδρας. Είς τήν Νάουσαν έπραγματοποιήθη χθές σύσκεψις των φρουτοπαραγωγικών οργανώσεων της Μακεδονίας, κατά την οποίαν ανεκοινώθη ότι σκοπείται η σύστασις συντονιστικού συμβουλίου δια την καλυτέραν οργάνωσιν των εξαγωγών των φρούτων. Εις την σύσκεψιν έλαβον μέρος εκπρόσωποι των συνεταιρισμών Ναούσης, Βεροίας, Εδέσσης και Σκύδρας.: [606, 173, 988, 315]
- subheadline: ΕΠΙ ΚΕΦΑΛΗΣ ΟΙ ΒΟΥΛΕΥΤΑΙ ΚΑΙ ΠΟΛΙΤΕΥΤΑΙ: [616, 388, 978, 407]
- headline: ΜΙΚΡΑΙ ΕΙΔΗΣΕΙΣ ΑΠΟ ΤΑΣ ΕΠΑΡΧΙΑΣ: [65, 1409, 378, 1458]
- divider: [39, 1260, 404, 1263]
- article-body: ΛΟΝΔΙΝΟΝ, 22. — Άρνεΐται ότι ή Αγγλία εζήτησεν αμερικανικήν οικονομικήν ενίσχυσιν δια την στήριξιν της λίρας. ΛΟΝΔΙΝΟΝ, 22. — Άρνεΐται ότι ή Αγγλία εζήτησεν αμερικανικήν οικονομικήν ενίσχυσιν δια την στήριξιν της λίρας. ΛΟΝΔΙΝΟΝ, 22. — Άρνεΐται ότι ή Αγγλία εζήτησεν αμερικανικήν οικονομικήν ενίσχυσιν δια την στήριξιν της λίρας.: [995, 123, 1172, 244]
- headline: ΙΚΑΝΟΠΟΙΟΥΝΤΑΙ ΤΑ ΑΙΤΗΜΑΤΑ ΥΠΑΛΛΗΛΩΝ ΠΙΚΠΑ: [422, 650, 589, 693]
- section-tag: ΑΠΟ ΤΟ ΣΙΔΗΡΟΚΑΣΤΡΟΝ: [226, 1494, 395, 1509]
- article-body: Τό βιοτεχνικόν έπιμελητήριον Θεσσαλονίκης ύπέβαλεν έμπεριστατωμένον υπόμνημα εις τό ύπουργείον έργασίας, διά του όποίου ζητεί όπως τροποποιηθούν ώρισμέναι διατάξεις της εργατικής νομοθεσίας, αί όποίαι, ώς τονίζεται, δημιουργούν σοβαράς δυσχερείας εις τούς μικρούς βιοτέχνας της Βορείου Ελλάδος. Καθίσταται άναγκαιον, προστίθεται, ή απλούστευσις τής διαδικασίας άσφαλίσεως εις τό Ι.Κ.Α. και ή μείωσις των διοικητικών βαρών. Τό βιοτεχνικόν έπιμελητήριον Θεσσαλονίκης ύπέβαλεν έμπεριστατωμένον υπόμνημα εις τό ύπουργείον έργασίας, διά του όποίου ζητεί όπως τροποποιηθούν ώρισμέναι διατάξεις της εργατικής νομοθεσίας, αί όποίαι, ώς τονίζεται, δημιουργούν σοβαράς δυσχερείας εις τούς μικρούς βιοτέχνας της Βορείου Ελλάδος. Καθίσταται άναγκαιον, προστίθεται, ή απλούστευσις τής διαδικασίας άσφαλίσεως εις τό Ι.Κ.Α. και ή μείωσις των διοικητικών βαρών. Τό βιοτεχνικόν έπιμελητήριον Θεσσαλονίκης ύπέβαλεν έμπεριστατωμένον υπόμνημα εις τό ύπουργείον έργασίας, διά του όποίου ζητεί όπως τροποποιηθούν ώρισμέναι διατάξεις της εργατικής νομοθεσίας, αί όποίαι, ώς τονίζεται, δημιουργούν σοβαράς δυσχερείας εις τούς μικρούς βιοτέχνας της Βορείου Ελλάδος. Καθίσταται άναγκαιον, προστίθεται, ή απλούστευσις τής διαδικασίας άσφαλίσεως εις τό Ι.Κ.Α. και ή μείωσις των διοικητικών βαρών.: [39, 375, 404, 577]
- article-body: ΑΘΗΝΑΙ, 22. — Διά πράξεως του ύπουργείου Παιδείας, έκυρώθη ό ύπό του Α.Υ.Σ.Π.Ε. καταρτισθείς πίναξ προακτέων διδασκάλων και διδασκαλισσών δημοτικών σχολείων υπηρετούντων εις τήν Βόρειον Ελλάδα. Προάγονται εις τόν βαθμόν του διευθυντού οί κάτωθι: Παπαδόπουλος Ιωάννης, Κωνσταντινίδης Γεώργιος, Δημητρίου Αθανάσιος, Αλεξανδρίδης Σπυρίδων, Ιωαννίδης Νικόλαος, Θεοδωρίδης Κωνσταντίνος, Γεωργιάδης Ευάγγελος, Πετρίδης Ηλίας και Μαυρίδης Δημήτριος. ΑΘΗΝΑΙ, 22. — Διά πράξεως του ύπουργείου Παιδείας, έκυρώθη ό ύπό του Α.Υ.Σ.Π.Ε. καταρτισθείς πίναξ προακτέων διδασκάλων και διδασκαλισσών δημοτικών σχολείων υπηρετούντων εις τήν Βόρειον Ελλάδα. Προάγονται εις τόν βαθμόν του διευθυντού οί κάτωθι: Παπαδόπουλος Ιωάννης, Κωνσταντινίδης Γεώργιος, Δημητρίου Αθανάσιος, Αλεξανδρίδης Σπυρίδων, Ιωαννίδης Νικόλαος, Θεοδωρίδης Κωνσταντίνος, Γεωργιάδης Ευάγγελος, Πετρίδης Ηλίας και Μαυρίδης Δημήτριος.: [39, 858, 404, 999]
- article-body: ΣΕΡΡΑΙ, 22. — Τό νομαρχιακόν συμβούλιον ενέκρινε την εκτέλεσιν σειράς έργων οδοποιίας. ΣΕΡΡΑΙ, 22. — Τό νομαρχιακόν συμβούλιον ενέκρινε την εκτέλεσιν σειράς έργων οδοποιίας.: [226, 1650, 404, 1711]
- column-rule: [602, 51, 603, 1292]
- article-body: Ό ροταριανός όμιλος Θεσσαλονίκης έδωσεν εις τήν Λέσχην του ροταριανού ομίλου συνεστίασιν ευθύς μετά τήν λήξιν της θητείας του άπερχομένου συμβουλίου και επί τη αναλήψει των καθηκόντων του νέου συμβουλίου. Παρεκάθησαν πλείστοι όσοι επίσημοι και μέλη του ομίλου μετά των κυριών των. Ό απερχόμενος πρόεδρος απηύθυνε χαιρετισμόν και ηυχαρίστησε τα μέλη δια τήν συνεργασίαν των κατά την διάρκειαν της θητείας του. Ό ροταριανός όμιλος Θεσσαλονίκης έδωσεν εις τήν Λέσχην του ροταριανού ομίλου συνεστίασιν ευθύς μετά τήν λήξιν της θητείας του άπερχομένου συμβουλίου και επί τη αναλήψει των καθηκόντων του νέου συμβουλίου. Παρεκάθησαν πλείστοι όσοι επίσημοι και μέλη του ομίλου μετά των κυριών των. Ό απερχόμενος πρόεδρος απηύθυνε χαιρετισμόν και ηυχαρίστησε τα μέλη δια τήν συνεργασίαν των κατά την διάρκειαν της θητείας του. Ό ροταριανός όμιλος Θεσσαλονίκης έδωσεν εις τήν Λέσχην του ροταριανού ομίλου συνεστίασιν ευθύς μετά τήν λήξιν της θητείας του άπερχομένου συμβουλίου και επί τη αναλήψει των καθηκόντων του νέου συμβουλίου. Παρεκάθησαν πλείστοι όσοι επίσημοι και μέλη του ομίλου μετά των κυριών των. Ό απερχόμενος πρόεδρος απηύθυνε χαιρετισμόν και ηυχαρίστησε τα μέλη δια τήν συνεργασίαν των κατά την διάρκειαν της θητείας του.: [39, 1073, 404, 1255]
- gutter-letter: Ν: [2, 290, 14, 305]
- headline: ΕΠΕΣΗΜΑΝΘΗ Ο ΠΑΡ' ΟΛΙΓΟΝ ΦΟΝΕΥΣ ΤΟΥ ΚΑΣΣΙΤΕΡΟΠΟΥ: [1377, 377, 1562, 404]
- price-row: ΑΜΥΓΔΑΛΑ — ΛΕΥΚΑ — Σπυρί 4.60: [39, 1329, 218, 1340]
- section-tag: ΑΠΟ ΤΗΝ ΑΛΕΞΑΝΔΡΕΙΑΝ: [39, 1664, 207, 1679]
- headline: ΥΠΕΣΤΗ ΕΓΚΑΥΜΑΤΑ ΚΑΙ ΓΚΑΙΖΕΡΑΝ: [1394, 753, 1545, 780]
- price-row: Φακές ανά χλγ. 8.10: [39, 1359, 218, 1370]
- article-body: ΛΑΡΙΣΑ, 22. — Συνήλθον εις πανθεσσαλικήν σύσκεψιν οι ιδιοκτήται φορτηγών αυτοκινήτων. ΛΑΡΙΣΑ, 22. — Συνήλθον εις πανθεσσαλικήν σύσκεψιν οι ιδιοκτήται φορτηγών αυτοκινήτων.: [995, 773, 1172, 834]
- divider: [995, 250, 1172, 251]
- headline: ΑΝΕΠΙΤΥΧΗΣΑΝ ΕΣΤΙΑΙ ΑΝΩΦΕΛΩΝ ΚΩΝΩΠΩΝ ΕΙΣ ΑΡΑΙΣΤΙΑ ΔΙΚΤΥΑ: [414, 1459, 597, 1503]
- headline: Ο ΓΕΝ. ΕΠΙΘΕΩΡΗΤΗΣ ΤΟΥ ΣΤΡΑΤΟΥ ΕΙΣ ΘΕΣΣΑΛΟΝΙΚΗΝ: [1379, 588, 1560, 614]
- headline: ΠΑΝΘΕΣΣΑΛΙΚΗ ΣΥΣΚΕΨΙΣ ΙΔΙΟΚΤΗΤΩΝ ΦΟΡΤΗΓΩΝ ΑΥΤΟΚΙΝΗΤΩΝ: [1004, 714, 1163, 771]
- article: [995, 938, 1172, 1043]
- article: [995, 517, 1172, 592]
- price-row: Έλαιον ραφιναρισμένον 25.30: [226, 1379, 404, 1389]
- headline: ΚΑΤΕΤΕΘΗ ΕΡΩΤΗΣΙΣ ΔΙΑ ΤΟΥΣ ΔΙΟΡΙΣΜΟΥΣ ΚΑΙ ΤΑΣ ΜΕΤΑΘΕΣΕΙΣ: [412, 921, 599, 964]
- article: [1172, 970, 1566, 1157]
- headline: ΑΙ ΩΡΑΙ ΔΙΕΛΕΥΣΕΩΣ ΤΡΟΧΟΦΟΡΩΝ ΕΚ ΤΗΣ ΣΙΔΗΡΟΔΡΟΜΙΚΗΣ ΓΕΦΥΡΑΣ ΣΤΡΥΜΟΝΟΣ: [427, 238, 583, 295]
- article: [1172, 669, 1566, 792]
- article-body: Υπό την προεδρίαν του έκ των αντιπροέδρων της Ενώσεως Κέντρου βουλευτού κ. Νικολαΐδου, συνεκλήθη χθές σύσκεψις των βουλευτών και πολιτευτών του κόμματος του νομού Θεσσαλονίκης, κατά την οποίαν απεφασίσθη η αναδιάρθρωσις της κομματικής οργανώσεως. Επικεφαλής των επί μέρους επιτροπών θα τεθούν οι βουλευταί και πολιτευταί του νομού. Υπό την προεδρίαν του έκ των αντιπροέδρων της Ενώσεως Κέντρου βουλευτού κ. Νικολαΐδου, συνεκλήθη χθές σύσκεψις των βουλευτών και πολιτευτών του κόμματος του νομού Θεσσαλονίκης, κατά την οποίαν απεφασίσθη η αναδιάρθρωσις της κομματικής οργανώσεως. Επικεφαλής των επί μέρους επιτροπών θα τεθούν οι βουλευταί και πολιτευταί του νομού. Υπό την προεδρίαν του έκ των αντιπροέδρων της Ενώσεως Κέντρου βουλευτού κ. Νικολαΐδου, συνεκλήθη χθές σύσκεψις των βουλευτών και πολιτευτών του κόμματος του νομού Θεσσαλονίκης, κατά την οποίαν απεφασίσθη η αναδιάρθρωσις της κομματικής οργανώσεως. Επικεφαλής των επί μέρους επιτροπών θα τεθούν οι βουλευταί και πολιτευταί του νομού.: [606, 409, 988, 559]
- column-second: [412, 51, 599, 2316]
- article: [995, 254, 1172, 393]
- section-tag: Η ΠΡΟΤΑΣΙΣ ΤΟΥ ΕΙΣΑΓΓΕΛΕΩΣ: [623, 1761, 776, 1772]
- subheadline: ΣΥΣΚΕΨΙΣ ΕΙΣ ΝΑΟΥΣΑΝ ΔΙΑ ΤΟ ΘΕΜΑ ΤΩΝ ΕΞΑΓΩΓΩΝ: [625, 138, 968, 172]
- headline: ΔΙΕΘΝΕΣ ΣΥΝΕΔΡΙΟΝ ΣΥΓΓΡΑΦΕΩΝ ΕΙΣ ΓΙΟΥΓΚΟΣΛΑΒΙΑΝ: [1205, 505, 1524, 652]
- column-rule: [991, 51, 992, 819]
- article-body: ΔΡΑΜΑ, 22. — Βάσει συμφωνίας συναφθείσης μεταξύ εξαγωγέων της περιοχής θα εξάγωνται αγγούρια εις την Αυστρίαν. ΔΡΑΜΑ, 22. — Βάσει συμφωνίας συναφθείσης μεταξύ εξαγωγέων της περιοχής θα εξάγωνται αγγούρια εις την Αυστρίαν. ΔΡΑΜΑ, 22. — Βάσει συμφωνίας συναφθείσης μεταξύ εξαγωγέων της περιοχής θα εξάγωνται αγγούρια εις την Αυστρίαν.: [412, 1101, 599, 1222]
- headline: Η ΑΓΓΛΙΑ ΑΡΝΕΙΤΑΙ ΟΤΙ ΕΖΗΤΗΣΕΝ ΑΜΕΡΙΚΑΝΙΚΗΝ ΟΙΚΟΝΟΜΙΚΗΝ ΕΝΙΣΧΥΣΙΝ: [1003, 51, 1164, 121]
- divider: [39, 175, 404, 176]
- column-left: [39, 51, 404, 2316]
- subheadline: ΘΑ ΔΙΑΤΑΧΘΟΥΝ ΠΕΡΑΙΤΕΡΩ ΑΝΑΚΡΙΣΕΙΣ: [633, 1311, 960, 1358]
- headline: Ο ΚΑΡΙΜ ΑΓΑ ΧΑΝ ΘΑ ΝΥΜΦΕΥΘΗ ΚΟΡΗΝ ΤΟΥ ΣΑΧΟΥ;: [1195, 718, 1493, 785]
- divider: [412, 1602, 599, 1603]
- headline: ΤΟ ΒΙΟΤΕΧΝΙΚΟΝ ΕΠΙΜΕΛΗΤΗΡΙΟΝ ΤΗΣ ΘΕΣΣΑΛΟΝΙΚΗΣ ΖΗΤΕΙ ΑΠΛΟΥΣΤΕΥΣΙΝ ΤΗΣ ΕΡΓΑΤΙΚΗΣ ΝΟΜΟΘΕΣΙΑΣ: [42, 290, 401, 373]
- article-body: ΑΘΗΝΑΙ, 22. — Ή χρυσή λίρα εσημείωσε σήμερον εις την Θεσσαλονίκην 308,75 δρχ. και εις Αθήνας 307,20 δρχ.: [412, 830, 599, 861]
- headline: ΕΞΕΤΑΣΑΝ ΚΑΙ ΤΗΝ ΛΥΣΙΝ ΔΙΑ ΤΟ ΖΗΤΗΜΑ ΡΗ: [416, 1735, 595, 1765]
- article: [995, 1290, 1172, 1361]
- article: [995, 1195, 1172, 1280]
- headline: ΟΜΟΙΟΧΡΟΜΟΙ ΣΤΟΛΑΙ ΑΞΙΩΜΑΤΙΚΩΝ ΚΑΙ ΟΠΛΙΤΩΝ ΤΗΣ ΧΩΡΟΦΥΛΑΚΗΣ: [425, 51, 586, 107]
- gutter-letter: Ν: [2, 983, 14, 999]
- divider: [606, 135, 988, 136]
- divider: [412, 1342, 599, 1343]
- article: [39, 1010, 404, 1255]
- gutter-letter: Ν: [2, 307, 14, 323]
- article-body: ΜΑΚΟΝ (Γεωργία), 22. — Ένας νέγρος κακοποιός εφονεύθη υπό της αστυνομίας κατά την καταδίωξίν του.: [995, 560, 1172, 592]
- headline: Η ΕΡΕ ΟΡΓΑΝΩΝΕΙ ΤΗΝ ΝΕΟΛΑΙΑΝ ΤΗΣ: [1003, 1288, 1164, 1318]
- divider: [995, 1366, 1172, 1367]
- article: [39, 1266, 404, 1398]
- provincial-news: [39, 1460, 404, 1711]
- price-row: Βελγικαί 254,00—252,00: [412, 902, 599, 913]
- divider: [995, 1286, 1172, 1287]
- headline: Η Α.Δ.Ε.Δ.Υ. ΑΝΑΓΝΩΡΙΖΕΙ ΤΗΝ ΚΑΚΗΝ ΟΡΓΑΝΩΣΙΝ ΤΗΣ ΥΠΗΡΕΣΙΑΣ ΠΕΡΙΘΑΛΨΕΩΣ ΔΗΜΟΣ. ΥΠΑΛΛΗΛΩΝ: [619, 911, 975, 967]
- price-row: Σίτος μαλακός ανά χλγ. 2.95: [226, 1339, 404, 1350]
- headline: ΕΥΡΕΙΑ ΣΥΣΚΕΨΙΣ ΕΙΣ ΤΗΝ ΕΤΒΑ ΔΙΑ ΤΑ ΠΡΟΒΛΗΜΑΤΑ ΤΗΣ ΟΙΚΟΝΟΜΙΚΗΣ ΑΝΑΠΤΥΞΕΩΣ ΤΗΣ ΚΡΗΤΗΣ: [619, 570, 975, 626]
- article-body: ΧΟΝΟΛΟΥΛΟΥ 22. — Εξετάσθη η λύσις δια το ζήτημα. ΧΟΝΟΛΟΥΛΟΥ 22. — Εξετάσθη η λύσις δια το ζήτημα.: [412, 1767, 599, 1808]
- divider: [995, 1049, 1172, 1050]
- divider: [1172, 663, 1566, 666]
- divider: [995, 1192, 1172, 1193]
- article-body: ΔΡΑΜΑ, 22. — Είς ειδική εκδήλωσιν της Αγίας Αγάθης πανηγυρικώς εορτάσθη ή εορτή. Παρέστησαν πλήθος πιστών. ΔΡΑΜΑ, 22. — Είς ειδική εκδήλωσιν της Αγίας Αγάθης πανηγυρικώς εορτάσθη ή εορτή. Παρέστησαν πλήθος πιστών.: [39, 1480, 218, 1561]
- article-body: ΑΘΗΝΑΙ, 22. — Ή Ανωτάτη Διοίκησις Ένώσεων Δημοσίων Υπαλλήλων εξέδωσεν ανακοίνωσιν, δια της οποίας αναγνωρίζει ότι η υπηρεσία περιθάλψεως των δημοσίων υπαλλήλων είναι κακώς ωργανωμένη και ζητεί την ταχείαν αναδιοργάνωσίν της. ΑΘΗΝΑΙ, 22. — Ή Ανωτάτη Διοίκησις Ένώσεων Δημοσίων Υπαλλήλων εξέδωσεν ανακοίνωσιν, δια της οποίας αναγνωρίζει ότι η υπηρεσία περιθάλψεως των δημοσίων υπαλλήλων είναι κακώς ωργανωμένη και ζητεί την ταχείαν αναδιοργάνωσίν της.: [606, 969, 988, 1040]
- divider: [412, 919, 599, 920]
- article: [1172, 455, 1566, 656]
- price-row: Σάπωνες πράσινοι 8.50: [226, 1388, 404, 1399]
- gutter-letter: Ν: [2, 928, 14, 943]
- article-body: ΑΘΗΝΑΙ, 22. — Ή ύπουργός έργασίας κ. Ρουσσόπουλος εις τό σχέδιον του, όπως θα λάβη τάς διοικητικάς έργασίας τών όργανισμών κοινωνικής ασφαλίσεως του ύπουργείου έργασίας, αναγκαστικά θα ύφίστανται οι κατα τρόπον όργανισμών εις τάς υπηρεσίας έπιβαλομένων και όμως αναγκαστικά θα έλθη εις διαγωνισμον όργάνων των όργανισμών. ΑΘΗΝΑΙ, 22. — Ή ύπουργός έργασίας κ. Ρουσσόπουλος εις τό σχέδιον του, όπως θα λάβη τάς διοικητικάς έργασίας τών όργανισμών κοινωνικής ασφαλίσεως του ύπουργείου έργασίας, αναγκαστικά θα ύφίστανται οι κατα τρόπον όργανισμών εις τάς υπηρεσίας έπιβαλομένων και όμως αναγκαστικά θα έλθη εις διαγωνισμον όργάνων των όργανισμών.: [39, 179, 404, 280]
- article: [995, 402, 1172, 506]
- divider: [39, 286, 404, 289]
- headline: ΠΡΟΒΟΛΗ ΤΑΙΝΙΩΝ: [1411, 1100, 1529, 1115]
- article-body: ΑΘΗΝΑΙ, 22. — Ή Ιερά Σύνοδος απηύθυνεν εγκύκλιον προς τας μητροπόλεις, δια της οποίας εντέλλεται όπως οι ιεροκήρυκες μη επεκτείνωνται εις πολιτικά ζητήματα κατά τα κηρύγματά των. ΑΘΗΝΑΙ, 22. — Ή Ιερά Σύνοδος απηύθυνεν εγκύκλιον προς τας μητροπόλεις, δια της οποίας εντέλλεται όπως οι ιεροκήρυκες μη επεκτείνωνται εις πολιτικά ζητήματα κατά τα κηρύγματά των. ΑΘΗΝΑΙ, 22. — Ή Ιερά Σύνοδος απηύθυνεν εγκύκλιον προς τας μητροπόλεις, δια της οποίας εντέλλεται όπως οι ιεροκήρυκες μη επεκτείνωνται εις πολιτικά ζητήματα κατά τα κηρύγματά των. ΑΘΗΝΑΙ, 22. — Ή Ιερά Σύνοδος απηύθυνεν εγκύκλιον προς τας μητροπόλεις, δια της οποίας εντέλλεται όπως οι ιεροκήρυκες μη επεκτείνωνται εις πολιτικά ζητήματα κατά τα κηρύγματά των. ΣΠΕΙΡΑ «ΖΟΡΡΟ» ΔΙΕΡΡΗΞΕ ΚΑΤΑΣΤΗΜΑΤΑ ΚΑΛΑΜΑΤΑ, 22. — Η γενική ασφάλεια συνέλαβε σπείραν διαρρηκτών καταστημάτων. ΚΑΛΑΜΑΤΑ, 22. — Η γενική ασφάλεια συνέλαβε σπείραν διαρρηκτών καταστημάτων. Η ΑΜΕΡΙΚΗ ΣΥΝΕΧΙΖΕΙ ΤΗΝ ΒΟΗΘΕΙΑΝ ΤΗΣ ΠΡΟΣ ΤΗΝ ΑΙΓΥΠΤΟΝ ΟΥΑΣΙΓΚΤΩΝ, 22. — Ή Αμερική συνεχίζει την οικονομικήν βοήθειαν προς την Αίγυπτον. ΟΥΑΣΙΓΚΤΩΝ, 22. — Ή Αμερική συνεχίζει την οικονομικήν βοήθειαν προς την Αίγυπτον. ΕΠΕΣΗΜΑΝΘΗ Ο ΠΑΡ' ΟΛΙΓΟΝ ΦΟΝΕΥΣ ΤΟΥ ΚΑΣΣΙΤΕΡΟΠΟΥ ΚΑΛΑΜΑΤΑ, 22. — Επεσημάνθη ο δράστης.: [1172, 218, 1566, 445]
- section-tag: ΕΝΕΡΓΕΙΑ ΑΠΕΛΕΥΘΕΡΩΣΕΩΣ: [626, 1564, 772, 1575]
- article: [1172, 108, 1566, 443]
- gutter-letter: ΗΝ: [2, 2, 26, 18]
- article-body: Κατά πληροφορίας εκ της ιδιαιτέρας περιοχής, χωρικός ενέπρησεν εξ αμελείας έκτασιν σιτηρών. Κατά πληροφορίας εκ της ιδιαιτέρας περιοχής, χωρικός ενέπρησεν εξ αμελείας έκτασιν σιτηρών. ΧΩΡΙΚΗ ΕΚ ΧΑΛΚΙΔΙΚΗΣ Η ΜΗΤΗΡ ΤΟΥ ΕΞΩΓΑΜΟΥ ΤΟΥ ΕΓΚΑΤΑΛΕΙΦΘΕΝΤΟΣ ΕΞΩΘΙ ΚΑΙΝΗΣ Υπό του Ιδιωτικού 3ου αστυνομικού τμήματος εξηκριβώθη η ταυτότης. Υπό του Ιδιωτικού 3ου αστυνομικού τμήματος εξηκριβώθη η ταυτότης.: [1172, 872, 1566, 959]
- headline: ΤΡΕΙΣ ΝΕΑΡΟΙ ΑΦΗΡΕΣΑΝ ΤΟ ΠΑΝΤΕΛΟΝΙ ΟΜΦΟΥΦΙΛΟΥ ΕΝΩ ΑΠΕΠΕΙΡΑΤΟ ΝΑ ΑΣΕΛΓΗΣΗ ΕΠΙ ΕΝΟΣ ΕΞ ΑΥΤΩΝ!: [59, 587, 384, 670]
- headline: ΟΙ 115 ΥΠΟΣΤΗΡΙΖΟΥΝ ΟΤΙ Ο ΚΩΔΙΞ ΕΡΓΑΣΙΑΣ ΠΡΕΠΕΙ ΝΑ ΣΥΝΤΑΧΘΗ ΑΠΟ ΤΑΣ ΟΡΓΑΝΩΣΕΙΣ: [1004, 252, 1163, 309]
- headline: Η ΑΜΕΡΙΚΗ ΣΥΝΕΧΙΖΕΙ ΤΗΝ ΒΟΗΘΕΙΑΝ ΤΗΣ ΠΡΟΣ ΤΗΝ ΑΙΓΥΠΤΟΝ: [1386, 277, 1553, 316]
- divider: [995, 935, 1172, 936]
- article: [606, 326, 988, 559]
- divider: [995, 597, 1172, 598]
- page-number-badge: Σελίς 7: [1379, 57, 1566, 102]
- headline: ΠΑΤΑΓΩΔΗ ΑΠΟΤΥΧΙΑΝ ΕΙΧΕΝ ΕΙΣ ΑΓΡΙΝΙΟΝ ΣΥΓΚΕΝΤΡΩΣΙΣ ΚΑΠΝΟΠΑΡΑΓΩΓΩΝ ΔΙΟΡΓΑΝΩΘΕΙΣΑ ΥΠΟ ΤΗΣ ΕΡΕ ΚΑΙ ΤΗΣ ΕΔΑ: [1192, 454, 1546, 504]
- price-row: Βαμβάκι εκκοκκισμένον 24.50: [226, 1349, 404, 1360]
- headline: Η ΠΑΝΗΓΥΡΙΚΗ ΣΥΝΕΣΤΙΑΣΙΣ ΤΩΝ ΡΟΤΑΡΙΑΝΩΝ ΕΠΙ ΤΗ ΛΗΞΕΙ ΤΗΣ ΘΗΤΕΙΑΣ ΤΟΥ ΣΥΜΒΟΥΛΙΟΥ: [49, 1008, 394, 1071]
- divider: [606, 320, 988, 323]
- article: [606, 912, 988, 1040]
- article: [995, 601, 1172, 705]
- article-body: ΚΑΤΕΡΙΝΗ, 22. — Οι σύλλογοι Πιερίας ζητούν να τους χορηγηθούν δάνεια δια την ανέγερσιν σιταποθηκών εις τα χωριά του νομού. ΚΑΤΕΡΙΝΗ, 22. — Οι σύλλογοι Πιερίας ζητούν να τους χορηγηθούν δάνεια δια την ανέγερσιν σιταποθηκών εις τα χωριά του νομού.: [412, 466, 599, 548]
- subheadline: ΚΑΙ ΤΟΝ ΚΑΘΟΡΙΣΜΟΝ ΤΩΝ ΒΑΣΙΚΩΝ ΕΡΓΩΝ ΥΠΟΔΟΜΗΣ: [618, 627, 976, 662]
